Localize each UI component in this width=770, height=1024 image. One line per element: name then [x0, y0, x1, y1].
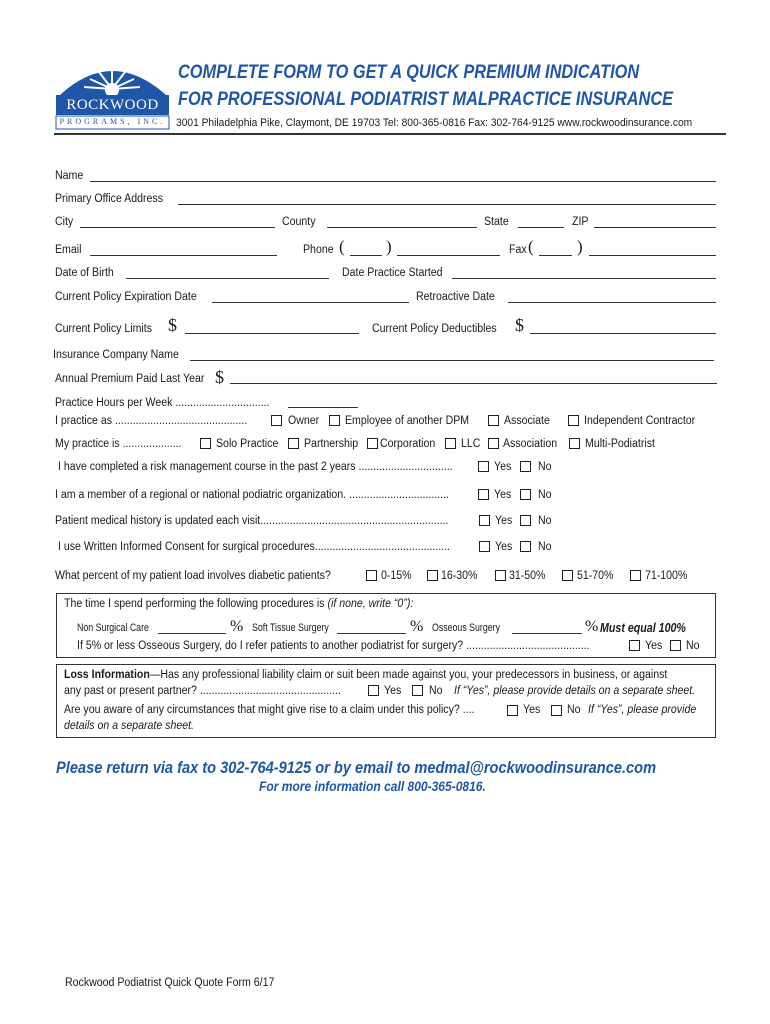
diabetic-16-30-checkbox[interactable]: [427, 570, 438, 581]
association-checkbox[interactable]: [488, 438, 499, 449]
limits-label: Current Policy Limits: [55, 323, 153, 335]
non-surgical-input[interactable]: [158, 633, 226, 634]
association-label: Association: [503, 438, 558, 450]
corporation-label: Corporation: [380, 438, 436, 450]
practice-contractor-checkbox[interactable]: [568, 415, 579, 426]
phone-paren-close: ): [386, 237, 392, 256]
informed-consent-yes-label: Yes: [495, 541, 513, 553]
state-label: State: [484, 216, 509, 228]
soft-tissue-label: Soft Tissue Surgery: [252, 622, 329, 634]
diabetic-31-50-checkbox[interactable]: [495, 570, 506, 581]
organization-yes-checkbox[interactable]: [478, 489, 489, 500]
risk-course-yes-label: Yes: [494, 461, 512, 473]
dob-input[interactable]: [126, 278, 329, 279]
address-label: Primary Office Address: [55, 193, 163, 205]
osseous-percent: %: [585, 618, 599, 635]
policy-exp-input[interactable]: [212, 302, 409, 303]
diabetic-question: What percent of my patient load involves diabetic patients?: [55, 570, 331, 582]
phone-area-input[interactable]: [350, 255, 382, 256]
osseous-refer-no-checkbox[interactable]: [670, 640, 681, 651]
phone-label: Phone: [303, 244, 334, 256]
fax-paren-open: (: [528, 237, 534, 256]
soft-tissue-percent: %: [410, 618, 424, 635]
diabetic-16-30-label: 16-30%: [441, 570, 478, 582]
zip-input[interactable]: [594, 227, 716, 228]
organization-yes-label: Yes: [494, 489, 512, 501]
organization-no-label: No: [538, 489, 552, 501]
deductibles-dollar: $: [515, 315, 524, 335]
logo-name: ROCKWOOD: [66, 97, 159, 113]
partnership-checkbox[interactable]: [288, 438, 299, 449]
header-contact: 3001 Philadelphia Pike, Claymont, DE 19703 Tel: 800-365-0816 Fax: 302-764-9125 www.rockwoodinsurance.com: [176, 117, 693, 129]
medical-history-yes-label: Yes: [495, 515, 513, 527]
corporation-checkbox[interactable]: [367, 438, 378, 449]
medical-history-yes-checkbox[interactable]: [479, 515, 490, 526]
retro-label: Retroactive Date: [416, 291, 495, 303]
fax-input[interactable]: [589, 255, 716, 256]
premium-label: Annual Premium Paid Last Year: [55, 373, 205, 385]
informed-consent-yes-checkbox[interactable]: [479, 541, 490, 552]
practice-as-label: I practice as .............................................: [55, 415, 248, 427]
limits-dollar: $: [168, 315, 177, 335]
risk-course-no-label: No: [538, 461, 552, 473]
hours-label: Practice Hours per Week ................................: [55, 397, 270, 409]
fax-area-input[interactable]: [539, 255, 572, 256]
question-medical-history: Patient medical history is updated each visit................................................................: [55, 515, 449, 527]
city-input[interactable]: [80, 227, 275, 228]
procedures-intro-text: The time I spend performing the following procedures is: [64, 598, 328, 610]
practice-started-label: Date Practice Started: [342, 267, 443, 279]
risk-course-yes-checkbox[interactable]: [478, 461, 489, 472]
hours-input[interactable]: [288, 407, 358, 408]
email-label: Email: [55, 244, 82, 256]
practice-owner-label: Owner: [288, 415, 320, 427]
phone-paren-open: (: [339, 237, 345, 256]
loss-claim-note: If “Yes”, please provide details on a separate sheet.: [454, 685, 696, 697]
practice-contractor-label: Independent Contractor: [584, 415, 696, 427]
multi-podiatrist-checkbox[interactable]: [569, 438, 580, 449]
loss-heading: Loss Information: [64, 669, 150, 681]
return-instructions: Please return via fax to 302-764-9125 or by email to medmal@rockwoodinsurance.com: [56, 758, 657, 777]
multi-podiatrist-label: Multi-Podiatrist: [585, 438, 655, 450]
diabetic-0-15-label: 0-15%: [381, 570, 412, 582]
header-rule: [54, 133, 726, 135]
premium-dollar: $: [215, 367, 224, 387]
city-label: City: [55, 216, 74, 228]
llc-checkbox[interactable]: [445, 438, 456, 449]
rockwood-logo: [54, 55, 171, 131]
solo-checkbox[interactable]: [200, 438, 211, 449]
diabetic-0-15-checkbox[interactable]: [366, 570, 377, 581]
insurer-input[interactable]: [190, 360, 714, 361]
email-input[interactable]: [90, 255, 277, 256]
practice-associate-label: Associate: [504, 415, 550, 427]
diabetic-31-50-label: 31-50%: [509, 570, 546, 582]
medical-history-no-checkbox[interactable]: [520, 515, 531, 526]
diabetic-71-100-checkbox[interactable]: [630, 570, 641, 581]
address-input[interactable]: [178, 204, 716, 205]
practice-associate-checkbox[interactable]: [488, 415, 499, 426]
circumstances-note: If “Yes”, please provide: [588, 704, 697, 716]
non-surgical-label: Non Surgical Care: [77, 622, 149, 634]
loss-line-1: [64, 669, 667, 681]
logo-sub: PROGRAMS, INC.: [59, 117, 166, 126]
osseous-input[interactable]: [512, 633, 582, 634]
diabetic-51-70-checkbox[interactable]: [562, 570, 573, 581]
loss-question-1a: —Has any professional liability claim or suit been made against you, your predecessors in business, or against: [149, 669, 668, 681]
state-input[interactable]: [518, 227, 564, 228]
osseous-refer-yes-checkbox[interactable]: [629, 640, 640, 651]
name-input[interactable]: [90, 181, 716, 182]
header-title-1: COMPLETE FORM TO GET A QUICK PREMIUM INDICATION: [178, 62, 640, 83]
diabetic-51-70-label: 51-70%: [577, 570, 614, 582]
loss-claim-yes-label: Yes: [384, 685, 402, 697]
loss-question-1b: any past or present partner? ................................................: [64, 685, 341, 697]
deductibles-input[interactable]: [530, 333, 716, 334]
limits-input[interactable]: [185, 333, 359, 334]
fax-label: Fax: [509, 244, 527, 256]
osseous-refer-no-label: No: [686, 640, 700, 652]
more-info: For more information call 800-365-0816.: [259, 778, 486, 794]
procedures-intro-note: (if none, write “0”):: [327, 598, 414, 610]
form-id: Rockwood Podiatrist Quick Quote Form 6/17: [65, 977, 275, 989]
my-practice-label: My practice is ....................: [55, 438, 182, 450]
dob-label: Date of Birth: [55, 267, 114, 279]
loss-claim-no-checkbox[interactable]: [412, 685, 423, 696]
informed-consent-no-label: No: [538, 541, 552, 553]
loss-question-2: Are you aware of any circumstances that might give rise to a claim under this policy? ....: [64, 704, 475, 716]
question-informed-consent: I use Written Informed Consent for surgical procedures..............................................: [58, 541, 451, 553]
circumstances-no-checkbox[interactable]: [551, 705, 562, 716]
practice-started-input[interactable]: [452, 278, 716, 279]
loss-claim-no-label: No: [429, 685, 443, 697]
fax-paren-close: ): [577, 237, 583, 256]
must-equal-note: Must equal 100%: [600, 620, 686, 635]
question-organization: I am a member of a regional or national podiatric organization. ..................................: [55, 489, 450, 501]
phone-input[interactable]: [397, 255, 500, 256]
practice-employee-label: Employee of another DPM: [345, 415, 470, 427]
county-input[interactable]: [327, 227, 477, 228]
informed-consent-no-checkbox[interactable]: [520, 541, 531, 552]
risk-course-no-checkbox[interactable]: [520, 461, 531, 472]
circumstances-yes-label: Yes: [523, 704, 541, 716]
loss-claim-yes-checkbox[interactable]: [368, 685, 379, 696]
circumstances-no-label: No: [567, 704, 581, 716]
deductibles-label: Current Policy Deductibles: [372, 323, 497, 335]
question-risk-course: I have completed a risk management course in the past 2 years ................................: [58, 461, 453, 473]
practice-employee-checkbox[interactable]: [329, 415, 340, 426]
partnership-label: Partnership: [304, 438, 359, 450]
county-label: County: [282, 216, 316, 228]
non-surgical-percent: %: [230, 618, 244, 635]
circumstances-note-2: details on a separate sheet.: [64, 720, 194, 732]
diabetic-71-100-label: 71-100%: [645, 570, 688, 582]
circumstances-yes-checkbox[interactable]: [507, 705, 518, 716]
procedures-intro: [64, 598, 413, 610]
practice-owner-checkbox[interactable]: [271, 415, 282, 426]
retro-input[interactable]: [508, 302, 716, 303]
name-label: Name: [55, 170, 84, 182]
premium-input[interactable]: [230, 383, 717, 384]
solo-label: Solo Practice: [216, 438, 279, 450]
zip-label: ZIP: [572, 216, 589, 228]
osseous-refer-question: If 5% or less Osseous Surgery, do I refer patients to another podiatrist for surgery? ..........................................: [77, 640, 590, 652]
insurer-label: Insurance Company Name: [53, 349, 179, 361]
header-title-2: FOR PROFESSIONAL PODIATRIST MALPRACTICE INSURANCE: [178, 89, 674, 110]
policy-exp-label: Current Policy Expiration Date: [55, 291, 197, 303]
organization-no-checkbox[interactable]: [520, 489, 531, 500]
llc-label: LLC: [461, 438, 481, 450]
soft-tissue-input[interactable]: [337, 633, 406, 634]
medical-history-no-label: No: [538, 515, 552, 527]
osseous-refer-yes-label: Yes: [645, 640, 663, 652]
osseous-label: Osseous Surgery: [432, 622, 500, 634]
